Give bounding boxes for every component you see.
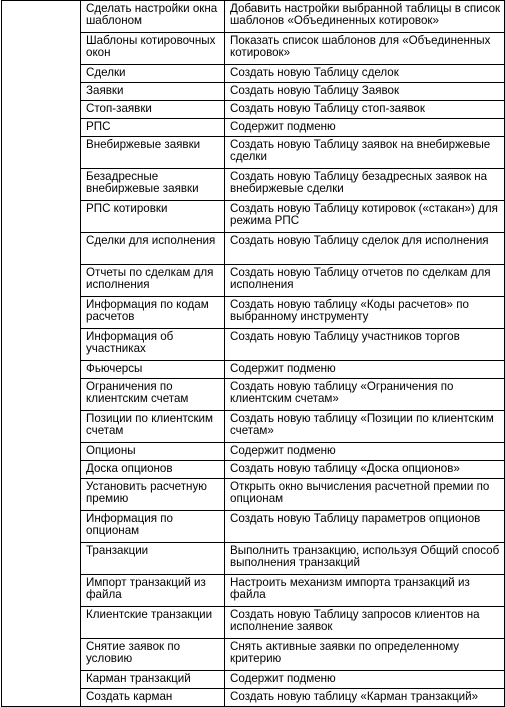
table-row (2, 201, 505, 233)
table-row (2, 689, 505, 707)
table-row (2, 1, 505, 33)
description-cell: Снять активные заявки по определенному критерию (225, 639, 505, 671)
table-row (2, 607, 505, 639)
menu-item-cell: Ограничения по клиентским счетам (81, 379, 225, 411)
description-cell: Создать новую таблицу «Ограничения по клиентским счетам» (225, 379, 505, 411)
table-row (2, 169, 505, 201)
table-row (2, 137, 505, 169)
table-row (2, 479, 505, 511)
table-row (2, 329, 505, 361)
blank-cell (2, 461, 81, 479)
menu-item-cell: РПС (81, 119, 225, 137)
menu-item-cell: Опционы (81, 443, 225, 461)
menu-item-cell: Установить расчетную премию (81, 479, 225, 511)
menu-item-cell: Сделки (81, 65, 225, 83)
blank-cell (2, 1, 81, 33)
blank-cell (2, 671, 81, 689)
blank-cell (2, 265, 81, 297)
description-cell: Создать новую таблицу «Позиции по клиентским счетам» (225, 411, 505, 443)
description-cell: Показать список шаблонов для «Объединенных котировок» (225, 33, 505, 65)
description-cell: Создать новую Таблицу котировок («стакан») для режима РПС (225, 201, 505, 233)
menu-item-cell: Транзакции (81, 543, 225, 575)
description-cell: Создать новую Таблицу стоп-заявок (225, 101, 505, 119)
menu-item-cell: Клиентские транзакции (81, 607, 225, 639)
description-cell: Создать новую Таблицу запросов клиентов на исполнение заявок (225, 607, 505, 639)
menu-item-cell: Безадресные внебиржевые заявки (81, 169, 225, 201)
blank-cell (2, 329, 81, 361)
blank-cell (2, 361, 81, 379)
blank-cell (2, 137, 81, 169)
menu-item-cell: Снятие заявок по условию (81, 639, 225, 671)
table-row (2, 411, 505, 443)
blank-cell (2, 33, 81, 65)
description-cell: Создать новую Таблицу сделок (225, 65, 505, 83)
table-row (2, 639, 505, 671)
blank-cell (2, 479, 81, 511)
blank-cell (2, 65, 81, 83)
menu-item-cell: Шаблоны котировочных окон (81, 33, 225, 65)
menu-item-cell: Импорт транзакций из файла (81, 575, 225, 607)
menu-item-cell: Информация по опционам (81, 511, 225, 543)
table-row (2, 119, 505, 137)
blank-cell (2, 169, 81, 201)
blank-cell (2, 201, 81, 233)
table-row (2, 461, 505, 479)
blank-cell (2, 101, 81, 119)
description-cell: Выполнить транзакцию, используя Общий способ выполнения транзакций (225, 543, 505, 575)
description-cell: Содержит подменю (225, 443, 505, 461)
description-cell: Содержит подменю (225, 671, 505, 689)
blank-cell (2, 443, 81, 461)
description-cell: Создать новую таблицу «Карман транзакций» (225, 689, 505, 707)
blank-cell (2, 411, 81, 443)
table-row (2, 361, 505, 379)
menu-item-cell: Создать карман (81, 689, 225, 707)
blank-cell (2, 543, 81, 575)
description-cell: Создать новую Таблицу сделок для исполнения (225, 233, 505, 265)
table-row (2, 33, 505, 65)
menu-item-cell: Доска опционов (81, 461, 225, 479)
table-row (2, 671, 505, 689)
menu-item-cell: Сделать настройки окна шаблоном (81, 1, 225, 33)
description-cell: Добавить настройки выбранной таблицы в список шаблонов «Объединенных котировок» (225, 1, 505, 33)
menu-commands-table (1, 0, 505, 707)
table-row (2, 65, 505, 83)
blank-cell (2, 233, 81, 265)
menu-item-cell: Стоп-заявки (81, 101, 225, 119)
menu-item-cell: Внебиржевые заявки (81, 137, 225, 169)
table-body (2, 1, 505, 707)
table-row (2, 543, 505, 575)
description-cell: Открыть окно вычисления расчетной премии по опционам (225, 479, 505, 511)
menu-item-cell: Позиции по клиентским счетам (81, 411, 225, 443)
menu-item-cell: РПС котировки (81, 201, 225, 233)
table-row (2, 443, 505, 461)
description-cell: Создать новую таблицу «Коды расчетов» по выбранному инструменту (225, 297, 505, 329)
menu-item-cell: Карман транзакций (81, 671, 225, 689)
table-row (2, 575, 505, 607)
menu-item-cell: Фьючерсы (81, 361, 225, 379)
blank-cell (2, 511, 81, 543)
blank-cell (2, 607, 81, 639)
blank-cell (2, 83, 81, 101)
table-row (2, 265, 505, 297)
table-row (2, 101, 505, 119)
blank-cell (2, 575, 81, 607)
table-row (2, 379, 505, 411)
menu-item-cell: Информация по кодам расчетов (81, 297, 225, 329)
description-cell: Создать новую Таблицу параметров опционов (225, 511, 505, 543)
description-cell: Содержит подменю (225, 119, 505, 137)
table-row (2, 233, 505, 265)
blank-cell (2, 639, 81, 671)
menu-item-cell: Информация об участниках (81, 329, 225, 361)
description-cell: Создать новую Таблицу безадресных заявок на внебиржевые сделки (225, 169, 505, 201)
blank-cell (2, 297, 81, 329)
description-cell: Создать новую Таблицу отчетов по сделкам для исполнения (225, 265, 505, 297)
table-row (2, 297, 505, 329)
description-cell: Содержит подменю (225, 361, 505, 379)
menu-item-cell: Заявки (81, 83, 225, 101)
description-cell: Создать новую Таблицу участников торгов (225, 329, 505, 361)
menu-item-cell: Отчеты по сделкам для исполнения (81, 265, 225, 297)
menu-item-cell: Сделки для исполнения (81, 233, 225, 265)
description-cell: Создать новую Таблицу Заявок (225, 83, 505, 101)
blank-cell (2, 689, 81, 707)
blank-cell (2, 379, 81, 411)
blank-cell (2, 119, 81, 137)
description-cell: Создать новую Таблицу заявок на внебиржевые сделки (225, 137, 505, 169)
description-cell: Настроить механизм импорта транзакций из файла (225, 575, 505, 607)
table-row (2, 83, 505, 101)
description-cell: Создать новую таблицу «Доска опционов» (225, 461, 505, 479)
table-row (2, 511, 505, 543)
